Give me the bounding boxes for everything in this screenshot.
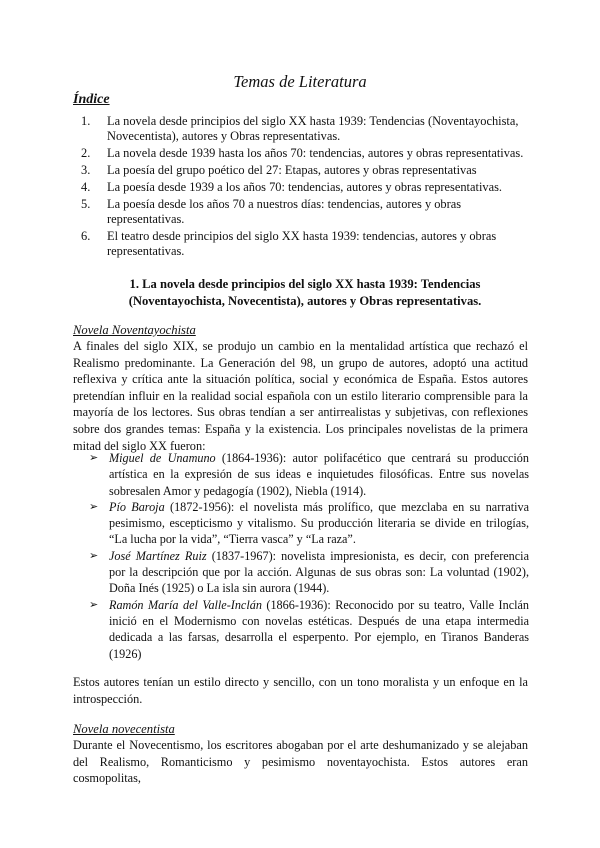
list-item: ➢ Pío Baroja (1872-1956): el novelista más prolífico, que mezclaba en su narrativa pesimismo, escepticismo y vitalismo. Su producción literaria se divide en trilogías, “La lucha por la vida”, “Tierra vasca” y “La raza”. bbox=[89, 499, 529, 547]
arrow-bullet-icon: ➢ bbox=[89, 598, 99, 611]
author-name: Miguel de Unamuno bbox=[109, 451, 216, 465]
paragraph-style: Estos autores tenían un estilo directo y sencillo, con un tono moralista y un enfoque en la introspección. bbox=[73, 675, 528, 706]
paragraph-novecentismo: Durante el Novecentismo, los escritores abogaban por el arte deshumanizado y se alejaban del Realismo, Romanticismo y pesimismo noventayochista. Estos autores eran cosmopolitas, bbox=[73, 738, 528, 786]
index-heading: Índice bbox=[73, 92, 110, 107]
subsection-heading-novecentista: Novela novecentista bbox=[73, 722, 175, 736]
toc-item: 4. La poesía desde 1939 a los años 70: tendencias, autores y obras representativas. bbox=[81, 179, 502, 194]
list-item: ➢ Ramón María del Valle-Inclán (1866-1936): Reconocido por su teatro, Valle Inclán inició en el Modernismo con novelas estéticas. Después de una etapa intermedia dedicada a las farsas, desarrolla el esperpento. Por ejemplo, en Tiranos Banderas (1926) bbox=[89, 597, 530, 661]
section-heading: 1. La novela desde principios del siglo XX hasta 1939: Tendencias (Noventayochista, Novecentista), autores y Obras representativas. bbox=[128, 277, 482, 308]
toc-item: 5. La poesía desde los años 70 a nuestros días: tendencias, autores y obras representativas. bbox=[81, 196, 462, 227]
list-item: ➢ Miguel de Unamuno (1864-1936): autor polifacético que centrará su producción artística en la expresión de sus ideas e inquietudes filosóficas. Entre sus novelas sobresalen Amor y pedagogía (1902), Niebla (1914). bbox=[89, 451, 529, 498]
toc-item: 6. El teatro desde principios del siglo XX hasta 1939: tendencias, autores y obras representativas. bbox=[81, 229, 497, 259]
paragraph-intro: A finales del siglo XIX, se produjo un cambio en la mentalidad artística que rechazó el Realismo predominante. La Generación del 98, un grupo de autores, adoptó una actitud reflexiva y crítica ante la situación política, social y económica de España. Estos autores pretendían influir en la realidad social española con un estilo literario comprensible para la mayoría de los lectores. Sus obras tendían a ser antirrealistas y subjetivas, con reflexiones sobre dos grandes temas: España y la existencia. Los principales novelistas de la primera mitad del siglo XX fueron: bbox=[73, 339, 528, 453]
list-item: ➢ José Martínez Ruiz (1837-1967): novelista impresionista, es decir, con preferencia por la descripción que por la acción. Algunas de sus obras son: La voluntad (1902), Doña Inés (1925) o La isla sin aurora (1944). bbox=[89, 548, 529, 596]
toc-item: 1. La novela desde principios del siglo XX hasta 1939: Tendencias (Noventayochista, Novecentista), autores y Obras representativas. bbox=[81, 114, 519, 144]
document-title: Temas de Literatura bbox=[233, 72, 367, 91]
authors-list bbox=[89, 450, 529, 662]
author-name: Pío Baroja bbox=[109, 499, 165, 514]
author-name: Ramón María del Valle-Inclán bbox=[109, 597, 262, 612]
toc-item: 3. La poesía del grupo poético del 27: Etapas, autores y obras representativas bbox=[81, 163, 477, 178]
table-of-contents bbox=[81, 114, 531, 261]
author-name: José Martínez Ruiz bbox=[109, 548, 207, 563]
arrow-bullet-icon: ➢ bbox=[89, 500, 99, 513]
subsection-heading-noventayochista: Novela Noventayochista bbox=[73, 323, 196, 337]
toc-item: 2. La novela desde 1939 hasta los años 70: tendencias, autores y obras representativas. bbox=[81, 146, 524, 161]
arrow-bullet-icon: ➢ bbox=[89, 452, 99, 464]
arrow-bullet-icon: ➢ bbox=[89, 549, 99, 562]
